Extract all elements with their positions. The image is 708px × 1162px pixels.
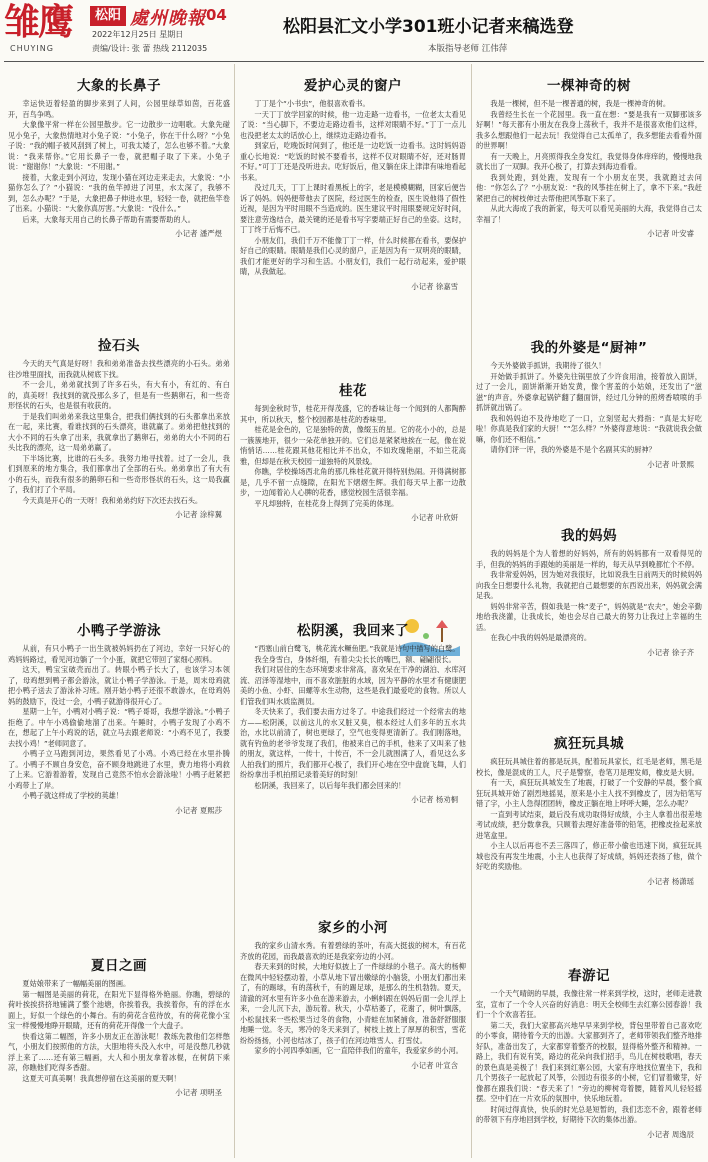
page-number: 04 bbox=[206, 6, 227, 24]
article bbox=[240, 74, 466, 292]
article-paragraph: 家乡的小河四季如画，它一直陪伴我们的童年，我爱家乡的小河。 bbox=[254, 1046, 463, 1055]
article-paragraph: 有一天，疯狂玩具城发生了地震，打破了一个安静的早晨，整个疯狂玩具城开始了剧烈地摇晃，原来是小主人找不到橡皮了，因为铅笔写错了字，小主人急得团团转，橡皮正躺在地上呼呼大睡，怎么办呢？ bbox=[476, 778, 702, 808]
article-paragraph: 今天外婆做手抓饼，我期待了很久！ bbox=[490, 361, 606, 370]
article bbox=[8, 74, 230, 239]
article-body bbox=[240, 404, 466, 509]
article bbox=[8, 334, 230, 520]
article-paragraph: 丁丁是个“小书虫”，他很喜欢看书。 bbox=[254, 99, 370, 108]
masthead-rule bbox=[4, 61, 704, 62]
article-paragraph: 桂花是金色的，它是独特的黄，像缀玉的星。它的花小小的，总是一簇簇地开，很少一朵花单独开的。它们总是紧紧地挨在一起，像在说悄悄话……桂花跟其他花相比并不出众，不如玫瑰艳丽，不如兰花高雅，但却是在秋天校园一道独特的风景线。 bbox=[240, 425, 466, 466]
article-paragraph: 我曾经生长在一个花园里。我一直在想：“要是我有一双脚那该多好啊！”每天都有小朋友在我身上荡秋千，我并不是很喜欢他们这样，我多么想跟他们一起去玩！我觉得自己太孤单了，我多想能去看看外面的世界啊！ bbox=[476, 109, 702, 150]
article-paragraph: 开始做手抓饼了。外婆先往锅里放了少许食用油，接着放入面饼，过了一会儿，面饼渐渐开始发黄，像个害羞的小姑娘，还发出了“滋滋”的声音。外婆拿起锅铲翻了翻面饼，经过几分钟的煎烤香喷喷的手抓饼就出锅了。 bbox=[476, 371, 702, 412]
article-byline: 小记者 杨劝桐 bbox=[411, 795, 458, 804]
article-body bbox=[476, 549, 702, 644]
article-paragraph: 这天，鸭宝宝破壳而出了。转眼小鸭子长大了，也该学习本领了，母鸡想到鸭子都会游泳，就让小鸭子学游泳。于是，周末母鸡就把小鸭子送去了游泳补习班。刚开始小鸭子还很不敢游水，在母鸡妈妈的鼓励下，没过一会，小鸭子就游得很开心了。 bbox=[8, 665, 230, 706]
article-paragraph: 我和妈妈迫不及待地吃了一口，立刻竖起大拇指：“真是太好吃啦！你真是我们家的大厨！”“怎么样？”外婆得意地说：“我就说我会做嘛，你们还不相信。” bbox=[476, 413, 702, 444]
article-paragraph: 下半场比赛，比谁的石头多。我努力地寻找着。过了一会儿，我们到原来的地方集合，我们都拿出了全部的石头。弟弟拿出了有大有小的石头，而我有很多的鹅卵石和一些奇形怪状的石头，这一局我赢了，我们打了个平局。 bbox=[8, 453, 230, 494]
article-paragraph: 夏姑娘带来了一幅幅美丽的图画。 bbox=[22, 979, 131, 988]
article-paragraph: 我全身雪白，身体纤细，有着尖尖长长的嘴巴，额、翩翩很长。 bbox=[254, 654, 456, 664]
article-paragraph: 幸运快迈着轻盈的脚步来到了人间，公园里绿草如茵，百花盛开，百鸟争鸣。 bbox=[8, 99, 230, 119]
article-paragraph: 请你们评一评，我的外婆是不是个名副其实的厨神？ bbox=[490, 445, 656, 454]
article-byline: 小记者 叶宣含 bbox=[411, 1060, 458, 1070]
article-paragraph: 今天真是开心的一天呀！我和弟弟约好下次还去找石头。 bbox=[22, 495, 203, 505]
article-paragraph: 春天来到的时候，大地好似披上了一件绿绿的小毯子。高大的杨柳在微风中轻轻摆动着，小草从地下冒出嫩绿的小脑袋，小朋友们都出来了，有的踢球，有的荡秋千，有的踢足球，是那么的生机勃勃。夏天，清澈的河水里有许多小鱼在游来游去，小蝌蚪跟在妈妈后面一会儿浮上来，一会儿沉下去，游玩着。秋天，小草枯萎了，花谢了，树叶飘落，小松鼠找来一些松果当过冬的食物，小青蛙在加紧捕食，准备舒舒服服地睡一觉。冬天，寒冷的冬天来到了，树枝上披上了厚厚的积雪，雪花纷纷扬扬，小河也结冰了，孩子们在河边堆雪人、打雪仗。 bbox=[240, 962, 466, 1045]
column-divider bbox=[471, 64, 472, 1158]
column-right bbox=[476, 64, 702, 1162]
article-paragraph: 时间过得真快，快乐的时光总是短暂的，我们恋恋不舍，跟着老师的带领下有序地回到学校，好期待下次的集体出游。 bbox=[476, 1104, 702, 1124]
article bbox=[476, 964, 702, 1140]
article-byline: 小记者 潘严煜 bbox=[175, 229, 222, 238]
article bbox=[476, 524, 702, 658]
article-title: 一棵神奇的树 bbox=[547, 78, 631, 94]
article-title: 松阴溪，我回来了 bbox=[297, 623, 409, 639]
article-title: 春游记 bbox=[568, 968, 610, 984]
article-byline: 小记者 杨潇瑶 bbox=[647, 876, 694, 886]
article-paragraph: 小主人以后再也不丢三落四了，修正带小偷也迅速下岗，疯狂玩具城也没有再发生地震，小主人也获得了好成绩，妈妈还表扬了他，做个好吃的奖励他。 bbox=[476, 841, 702, 871]
page-title: 松阳县汇文小学301班小记者来稿选登 bbox=[283, 17, 574, 37]
article bbox=[8, 619, 230, 816]
article-title: 爱护心灵的窗户 bbox=[304, 78, 402, 94]
article-title: 大象的长鼻子 bbox=[77, 78, 161, 94]
article-paragraph: 平凡却独特，在桂花身上得到了完美的体现。 bbox=[254, 498, 399, 508]
article-byline: 小记者 涂梓翼 bbox=[175, 510, 222, 519]
article-body bbox=[8, 979, 230, 1084]
article-title: 小鸭子学游泳 bbox=[77, 623, 161, 639]
article-body bbox=[240, 941, 466, 1057]
column-middle bbox=[240, 64, 466, 1162]
article-paragraph: 星期一上午，小鸭对小鸭子说：“鸭子哥哥，我想学游泳。”小鸭子拒绝了。中午小鸡偷偷地溜了出来。午睡时，小鸭子发现了小鸡不在，想起了上午小鸡说的话，就立马去跟老师说：“小鸡不见了，我要去找小鸡！”老师同意了。 bbox=[8, 707, 230, 748]
article-title: 家乡的小河 bbox=[318, 920, 388, 936]
article bbox=[476, 74, 702, 239]
article-title: 捡石头 bbox=[98, 338, 140, 354]
article-paragraph: 小朋友们，我们千万不能像丁丁一样，什么时候都在看书，要保护好自己的眼睛。眼睛是我们心灵的窗户，正是因为有一双明亮的眼睛，我们才能更好的学习和生活。小朋友们，我们一起行动起来，爱护眼睛，从我做起。 bbox=[240, 235, 466, 276]
article-paragraph: “西塞山前白鹭飞，桃花流水鳜鱼肥。”我就是诗句中描写的白鹭。 bbox=[254, 644, 460, 653]
article-body bbox=[8, 644, 230, 802]
article-paragraph: 不一会儿，弟弟就找到了许多石头，有大有小，有红的、有白的，真美呀！我找到的就没那么多了，但是有一些鹅卵石，和一些奇形怪状的石头，也是很有收获的。 bbox=[8, 380, 230, 410]
brand-pinyin: CHUYING bbox=[10, 44, 54, 53]
article-paragraph: 大象像平常一样在公园里散步。它一边散步一边唱歌。大象先碰见小兔子，大象热情地对小兔子说：“小兔子，你在干什么呀？”小兔子说：“我的帽子被风刮到了树上，可我太矮了，怎么也够不着。”大象说：“我来帮你。”它用长鼻子一卷，就把帽子取了下来。小兔子说：“谢谢你！”大象说：“不用谢。” bbox=[8, 120, 230, 171]
article-title: 桂花 bbox=[339, 383, 367, 399]
article-body bbox=[8, 359, 230, 506]
article-paragraph: 每到金秋时节，桂花开得茂盛，它的香味让每一个闻到的人都陶醉其中，所以秋天，整个校园都是桂花的香味里。 bbox=[240, 404, 466, 424]
article-paragraph: 没过几天，丁丁上课时看黑板上的字，老是模模糊糊，回家后便告诉了妈妈。妈妈便带他去了医院，经过医生的检查，医生说他得了假性近视，是因为平时用眼不当造成的。医生建议平时用眼要规定好时间，要注意劳逸结合，最关键的还是看书写字要端正好自己的坐姿。这时，丁丁终于后悔不已。 bbox=[240, 183, 466, 234]
article-body bbox=[476, 99, 702, 225]
article-paragraph: 我们对居住的生态环境要求非常高，喜欢呆在干净的湖泊、水库河流、沼泽等湿地中，而不喜欢脏脏的水域，因为平静的水里才有健康肥美的小鱼、小虾、田螺等水生动物，这些是我们最爱吃的食物。所以人们管我们叫水质监测员。 bbox=[240, 665, 466, 706]
article-title: 我的外婆是“厨神” bbox=[530, 340, 648, 356]
article-body bbox=[476, 757, 702, 873]
article-body bbox=[240, 644, 466, 791]
article-paragraph: 一天丁丁放学回家的时候，他一边走路一边看书，一位老太太看见了说：“当心脚下，不要边走路边看书，这样对眼睛不好。”丁丁一点儿也没把老太太的话放心上，继续边走路边看书。 bbox=[240, 109, 466, 140]
article-byline: 小记者 周逸辰 bbox=[647, 1129, 694, 1139]
article-paragraph: 疯狂玩具城住着的都是玩具，配着玩具家长，红毛是老师，黑毛是校长，像是混成的工人，尺子是警察，卷笔刀是理发师，橡皮是大厨。 bbox=[476, 757, 702, 777]
article-paragraph: 快看这第二幅图，许多小朋友正在游泳呢！教练先教他们怎样憋气，小朋友们按照他的方法，大胆地将头没入水中，可是没憋几秒就浮上来了……还有第三幅画，大人和小朋友拿着冰棍，在树荫下乘凉，你瞧他们吃得多香甜。 bbox=[8, 1031, 230, 1072]
column-divider bbox=[234, 64, 235, 1158]
article bbox=[240, 916, 466, 1071]
article-byline: 小记者 徐子齐 bbox=[647, 647, 694, 657]
article-paragraph: 今天的天气真是好呀！我和弟弟准备去找些漂亮的小石头。弟弟往沙堆里面找，而我就从树底下找。 bbox=[8, 359, 230, 379]
article-paragraph: 第一幅图是美丽的荷花，在阳光下显得格外艳丽。你瞧，碧绿的荷叶挨挨挤挤地铺满了整个池塘，你挨着我，我挨着你，有的浮在水面上，好似一个绿色的小舞台。有的荷花含苞待放，有的荷花像小宝宝一样慢慢地睁开眼睛，还有的荷花开得像一个大盘子。 bbox=[8, 989, 230, 1030]
article-title: 夏日之画 bbox=[91, 958, 147, 974]
article-paragraph: 第二天，我们大家都高兴地早早来到学校，背包里带着自己喜欢吃的小零食，期待着今天的出游。大家都到齐了，老师带领我们整齐地排好队，准备出发了，大家都穿着整齐的校服，显得格外整齐和精神。一路上，我们有说有笑，路边的花朵向我们招手，鸟儿在树枝歌唱，春天的景色真是美极了！我们来到红寨公园，大家有序地找位置坐下，我和几个男孩子一起放起了风筝，公园边有很多的小树，它们冒着嫩芽，好像都在跟我们说：“春天来了！”旁边的柳树弯着腰，随着风儿轻轻摇摆。空中们在一片欢乐的氛围中，快乐地玩着。 bbox=[476, 1020, 702, 1103]
article-paragraph: 你瞧，学校操场西北角的那几株桂花就开得特别热闹。开得满树都是，几乎不留一点缝隙，在阳光下熠熠生辉。我们每天早上都一边散步，一边闻着沁人心脾的花香，感觉校园生活很幸福。 bbox=[240, 467, 466, 497]
article bbox=[8, 954, 230, 1098]
article-paragraph: 这夏天可真美啊！我真想停留在这美丽的夏天啊！ bbox=[22, 1073, 181, 1083]
article bbox=[476, 732, 702, 887]
article-paragraph: 从此大海成了我的新家，每天可以看见美丽的大海，我觉得自己太幸福了！ bbox=[476, 204, 702, 224]
issue-date: 2022年12月25日 星期日 bbox=[92, 30, 184, 39]
column-left bbox=[8, 64, 230, 1162]
article-paragraph: 我是一棵树，但不是一棵普通的树，我是一棵神奇的树。 bbox=[490, 99, 671, 108]
article-byline: 小记者 徐嘉雪 bbox=[411, 281, 458, 291]
article-paragraph: 小鸭子就这样成了学校的英雄！ bbox=[22, 791, 124, 800]
article-paragraph: 在我心中我的妈妈是最漂亮的。 bbox=[490, 633, 592, 642]
article-body bbox=[240, 99, 466, 278]
article-paragraph: 于是我们叫弟弟来我这里集合，把我们俩找到的石头都拿出来放在一起，来比赛，看谁找到的石头漂亮，谁就赢了。弟弟把他找到的大小不同的石头拿了出来，我就拿出了鹅卵石，弟弟的大小不同的石头比我的漂亮，这一局弟弟赢了。 bbox=[8, 411, 230, 452]
article-body bbox=[8, 99, 230, 225]
masthead bbox=[0, 0, 708, 62]
region-badge: 松阳 bbox=[90, 6, 126, 26]
article-byline: 小记者 叶景熙 bbox=[647, 459, 694, 469]
article-paragraph: 我的妈妈是个为人着想的好妈妈，所有的妈妈都有一双看得见的手，但我的妈妈的手跟她的美丽是一样的，每天从早到晚都忙个不停。 bbox=[476, 549, 702, 569]
article-paragraph: 我的家乡山清水秀。有着碧绿的茶叶，有高大挺拔的树木，有百花齐放的花园，而我最喜欢的还是我家旁边的小河。 bbox=[240, 941, 466, 961]
article-paragraph: 松阴溪，我回来了，以后每年我们都会回来的！ bbox=[254, 780, 406, 790]
article-paragraph: 到家后，吃晚饭时间到了，他还是一边吃饭一边看书。这时妈妈语重心长地说：“吃饭的时候不要看书，这样不仅对眼睛不好，还对肠胃不好。”可丁丁还是没听进去。吃好饭后，他又躺在床上津津有味地看起书来。 bbox=[240, 141, 466, 182]
article-byline: 小记者 夏熙莎 bbox=[175, 805, 222, 815]
article-paragraph: 小鸭子立马跑到河边，果然看见了小鸡。小鸡已经在水里扑腾了。小鸭子不顾自身安危，奋不顾身地跳进了水里，费力地将小鸡救了上来。它游着游着，发现自己竟然不怕水会游泳啦！小鸭子赶紧把小鸡带上了岸。 bbox=[8, 749, 230, 790]
article-paragraph: 一直到考试结束，最后没有成功取得好成绩，小主人拿着出很差地考试成绩，把分数拿我，只顾着去理好准备带的铅笔，把橡皮捡起来放进笔盒里。 bbox=[476, 809, 702, 840]
article-paragraph: 一个天气晴朗的早晨，我像往常一样来到学校，这时，老师走进教室，宣布了一个令人兴奋的好消息：明天全校师生去红寨公园春游！我们一个个欢喜若狂。 bbox=[476, 989, 702, 1019]
article-paragraph: 有一天晚上，月亮照得我全身发红，我觉得身体痒痒的，慢慢地我就长出了一双脚。我开心极了，打算去到海边看看。 bbox=[476, 151, 702, 171]
article bbox=[476, 336, 702, 470]
guidance-teacher: 本版指导老师 江伟萍 bbox=[428, 44, 508, 54]
article-paragraph: 我非常爱妈妈，因为她对我很好，比如说我生日前两天的时候妈妈向我全日想要什么礼物，我就把自己最想要的东西说出来，妈妈就会满足我。 bbox=[476, 570, 702, 600]
article-body bbox=[476, 989, 702, 1126]
article-byline: 小记者 叶安睿 bbox=[647, 229, 694, 238]
article-paragraph: 后来，大象每天用自己的长鼻子帮助有需要帮助的人。 bbox=[22, 214, 195, 224]
article-body bbox=[476, 361, 702, 456]
article bbox=[240, 379, 466, 523]
article-paragraph: 妈妈非常辛苦，假如我是一株“麦子”，妈妈就是“农夫”，她会辛勤地给我浇灌，让我成长，她也会尽自己最大的努力让我过上幸福的生活。 bbox=[476, 601, 702, 632]
article-paragraph: 接着，大象走到小河边，发现小猫在河边走来走去，大象说：“小猫你怎么了？”小猫说：“我的鱼竿掉进了河里，水太深了，我够不到，怎么办呢？”于是，大象把鼻子伸进水里，轻轻一卷，就把鱼竿卷了出来。小猫说：“大象你真厉害。”大象说：“没什么。” bbox=[8, 172, 230, 213]
article-paragraph: 我到处跑，到处跑，发现有一个小朋友在哭，我就跑过去问他：“你怎么了？”小朋友说：“我的风筝挂在树上了，拿不下来。”我赶紧把自己的树枝伸过去帮他把风筝取下来了。 bbox=[476, 172, 702, 203]
article-byline: 小记者 项明圣 bbox=[175, 1088, 222, 1097]
article bbox=[240, 619, 466, 805]
article-title: 疯狂玩具城 bbox=[554, 736, 624, 752]
editor-info: 责编/设计: 张 蕾 热线 2112035 bbox=[92, 44, 208, 53]
article-paragraph: 从前，有只小鸭子一出生就被妈妈扔在了河边，幸好一只好心的鸡妈妈路过，看见河边躺了一个小蛋，就把它带回了家细心照料。 bbox=[8, 644, 230, 664]
article-byline: 小记者 叶欣妍 bbox=[411, 513, 458, 522]
article-paragraph: 冬天快来了，我们要去南方过冬了。中途我们经过一个经常去的地方——松阴溪，以前这儿的水又脏又臭，根本经过人们多年的五水共治，水比以前清了，树也更绿了，空气也变得更清新了。我们刚落地，就有钓鱼的老爷爷发现了我们，他被来自己的手机，他来了又叫来了他的朋友，就这样，一传十，十传百，不一会儿就围满了人，看见这么多人拍我们的照片，我们都开心极了，我们开心地在空中盘旋飞舞，人们纷纷拿出手机拍照记录着美好的时刻！ bbox=[240, 707, 466, 779]
brand-logo-script: 雏鹰 bbox=[4, 1, 73, 43]
paper-name: 處州晚報 bbox=[130, 8, 206, 29]
article-title: 我的妈妈 bbox=[561, 528, 617, 544]
